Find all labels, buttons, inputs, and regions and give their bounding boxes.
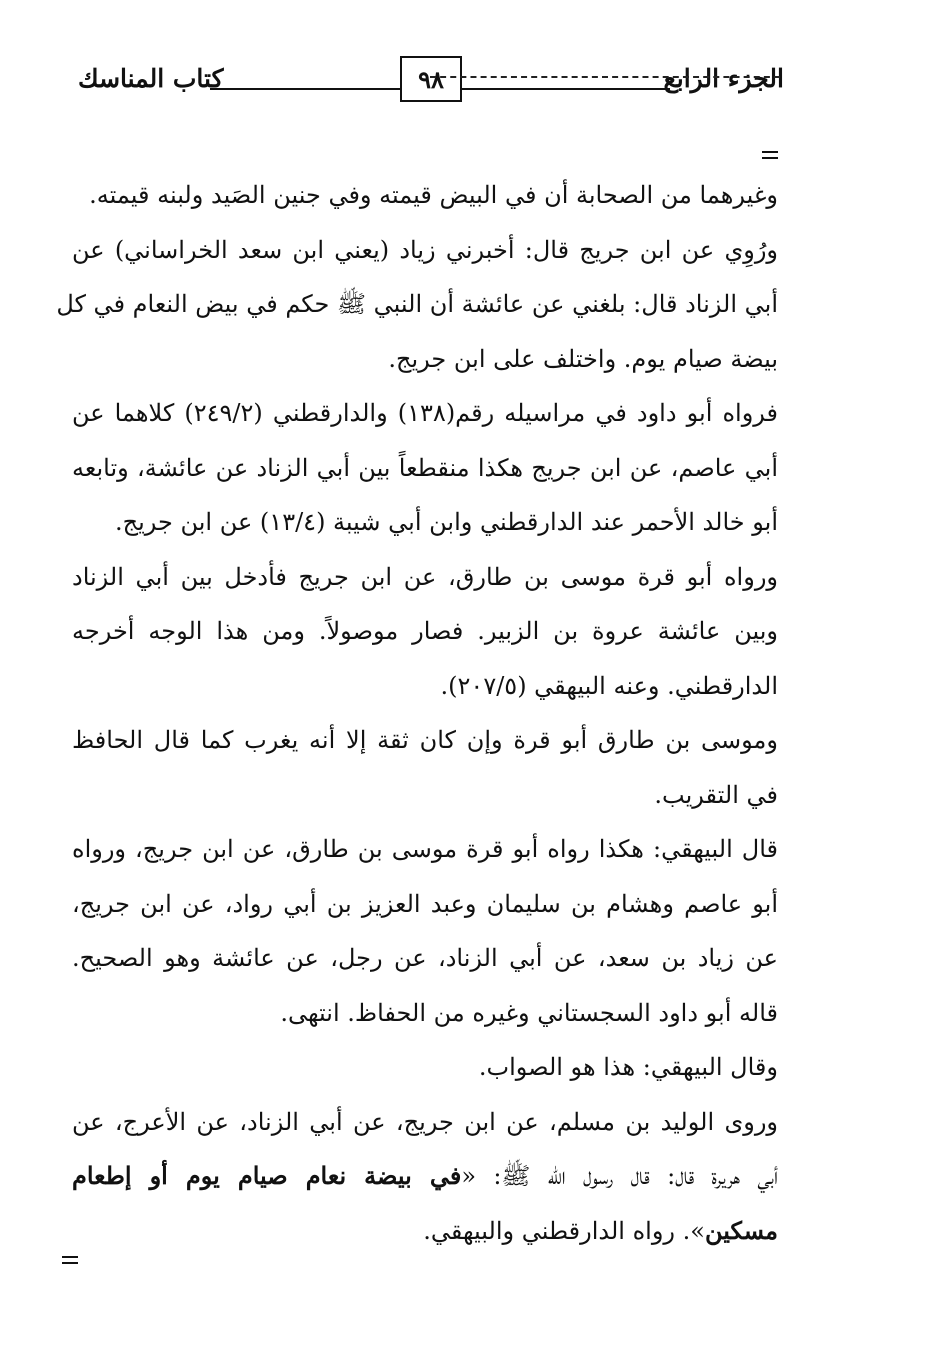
text-line: ورُوِي عن ابن جريج قال: أخبرني زياد (يعني ابن سعد الخراساني) عن — [72, 235, 778, 264]
double-rule-mark-bottom — [62, 1256, 78, 1264]
text-line: في التقريب. — [654, 780, 778, 809]
dashed-separator — [430, 76, 780, 78]
text-line: أبي عاصم، عن ابن جريج هكذا منقطعاً بين أبي الزناد عن عائشة، وتابعه — [72, 453, 778, 482]
final-tail: ». رواه الدارقطني والبيهقي. — [423, 1216, 705, 1245]
text-line: فرواه أبو داود في مراسيله رقم(١٣٨) والدارقطني (٢٤٩/٢) كلاهما عن — [72, 399, 778, 427]
header-rule-right — [462, 88, 670, 90]
hadith-quote: في بيضة نعام صيام يوم أو إطعام — [72, 1161, 462, 1190]
book-title: كتاب المناسك — [78, 64, 224, 93]
text-line: وقال البيهقي: هذا هو الصواب. — [478, 1053, 778, 1081]
text-line: قاله أبو داود السجستاني وغيره من الحفاظ. انتهى. — [280, 998, 778, 1027]
part-label: الجزء الرابع — [663, 64, 784, 93]
text-line: بيضة صيام يوم. واختلف على ابن جريج. — [388, 344, 778, 373]
page-header — [72, 56, 784, 116]
body-text — [56, 168, 778, 1258]
header-rule-left — [210, 88, 400, 90]
text-line: وغيرهما من الصحابة أن في البيض قيمته وفي جنين الصَيد ولبنه قيمته. — [89, 181, 778, 209]
final-line — [72, 1204, 778, 1259]
text-line: وموسى بن طارق أبو قرة وإن كان ثقة إلا أنه يغرب كما قال الحافظ — [72, 726, 778, 754]
text-line: أبو عاصم وهشام بن سليمان وعبد العزيز بن أبي رواد، عن ابن جريج، — [72, 889, 778, 918]
page-number-box — [400, 56, 462, 102]
text-line: أبو خالد الأحمر عند الدارقطني وابن أبي شيبة (١٣/٤) عن ابن جريج. — [114, 508, 778, 536]
hadith-line — [72, 1149, 778, 1204]
text-line: الدارقطني. وعنه البيهقي (٢٠٧/٥). — [440, 671, 778, 700]
text-line: عن زياد بن سعد، عن أبي الزناد، عن رجل، عن عائشة وهو الصحيح. — [72, 944, 778, 972]
text-line: وبين عائشة عروة بن الزبير. فصار موصولاً. ومن هذا الوجه أخرجه — [72, 617, 778, 645]
hadith-lead: أبي هريرة قال: قال رسول الله ﷺ: « — [461, 1162, 778, 1190]
text-line: قال البيهقي: هكذا رواه أبو قرة موسى بن طارق، عن ابن جريج، ورواه — [72, 835, 778, 863]
double-rule-mark-top — [762, 151, 778, 159]
text-line: وروى الوليد بن مسلم، عن ابن جريج، عن أبي الزناد، عن الأعرج، عن — [72, 1107, 778, 1136]
text-line: أبي الزناد قال: بلغني عن عائشة أن النبي ﷺ حكم في بيض النعام في كل — [56, 290, 778, 318]
text-lines — [56, 168, 778, 1149]
hadith-quote-end: مسكين — [704, 1215, 778, 1245]
text-line: ورواه أبو قرة موسى بن طارق، عن ابن جريج فأدخل بين أبي الزناد — [72, 562, 778, 591]
page-number: ٩٨ — [418, 64, 444, 94]
